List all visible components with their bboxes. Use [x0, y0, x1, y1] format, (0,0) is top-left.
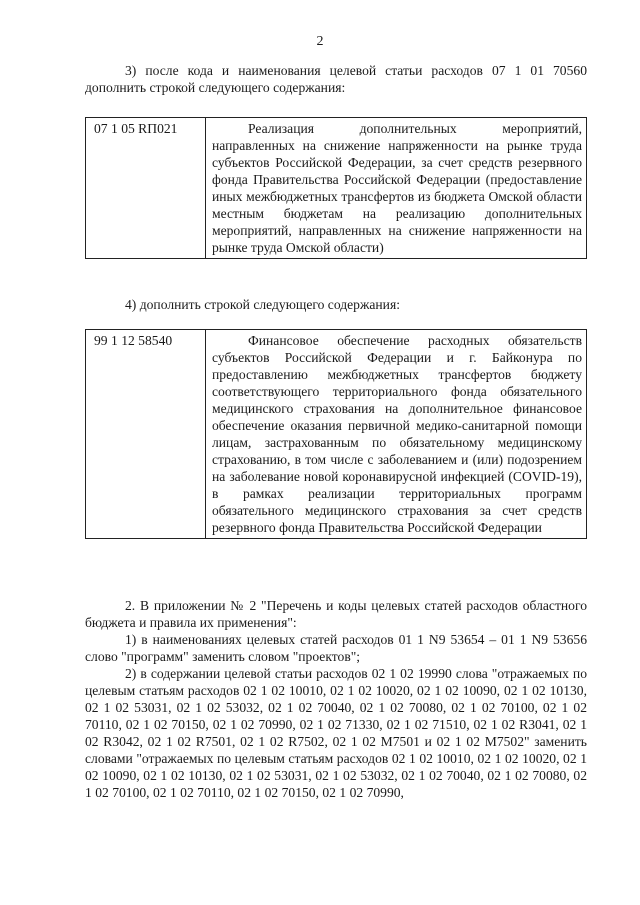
item4-code: 99 1 12 58540 — [86, 330, 206, 539]
table-row — [86, 330, 587, 539]
section2-sub1: 1) в наименованиях целевых статей расходов 01 1 N9 53654 – 01 1 N9 53656 слово "программ" заменить словом "проектов"; — [85, 632, 587, 664]
section2-sub2: 2) в содержании целевой статьи расходов 02 1 02 19990 слова "отражаемых по целевым статьям расходов 02 1 02 10010, 02 1 02 10020, 02 1 02 10090, 02 1 02 10130, 02 1 02 53031, 02 1 02 53032, 02 1 02 70040, 02 1 02 70080, 02 1 02 70100, 02 1 02 70110, 02 1 02 70150, 02 1 02 70990, 02 1 02 71330, 02 1 02 71510, 02 1 02 R3041, 02 1 02 R3042, 02 1 02 R7501, 02 1 02 R7502, 02 1 02 M7501 и 02 1 02 M7502" заменить словами "отражаемых по целевым статьям расходов 02 1 02 10010, 02 1 02 10020, 02 1 02 10090, 02 1 02 10130, 02 1 02 53031, 02 1 02 53032, 02 1 02 70040, 02 1 02 70080, 02 1 02 70100, 02 1 02 70110, 02 1 02 70150, 02 1 02 70990, — [85, 666, 587, 800]
item4-table — [85, 329, 587, 539]
item3-text: 3) после кода и наименования целевой статьи расходов 07 1 01 70560 дополнить строкой следующего содержания: — [85, 63, 587, 95]
item3-code: 07 1 05 RП021 — [86, 118, 206, 259]
item4-name: Финансовое обеспечение расходных обязательств субъектов Российской Федерации и г. Байконура по предоставлению межбюджетных трансфертов бюджету соответствующего территориального фонда обязательного медицинского страхования на дополнительное финансовое обеспечение оказания первичной медико-санитарной помощи лицам, застрахованным по обязательному медицинскому страхованию, в том числе с заболеванием и (или) подозрением на заболевание новой коронавирусной инфекцией (COVID-19), в рамках реализации территориальных программ обязательного медицинского страхования за счет средств резервного фонда Правительства Российской Федерации — [212, 333, 582, 535]
item3-table — [85, 117, 587, 259]
item4-name-cell — [206, 330, 587, 539]
item3-name: Реализация дополнительных мероприятий, направленных на снижение напряженности на рынке труда субъектов Российской Федерации, за счет средств резервного фонда Правительства Российской Федерации (предоставление иных межбюджетных трансфертов из бюджета Омской области местным бюджетам на реализацию дополнительных мероприятий, направленных на снижение напряженности на рынке труда Омской области) — [212, 121, 582, 255]
table-row — [86, 118, 587, 259]
item4-text: 4) дополнить строкой следующего содержания: — [125, 297, 400, 312]
page-number: 2 — [316, 34, 324, 49]
item3-name-cell — [206, 118, 587, 259]
section2-heading: 2. В приложении № 2 "Перечень и коды целевых статей расходов областного бюджета и правила их применения": — [85, 598, 587, 630]
